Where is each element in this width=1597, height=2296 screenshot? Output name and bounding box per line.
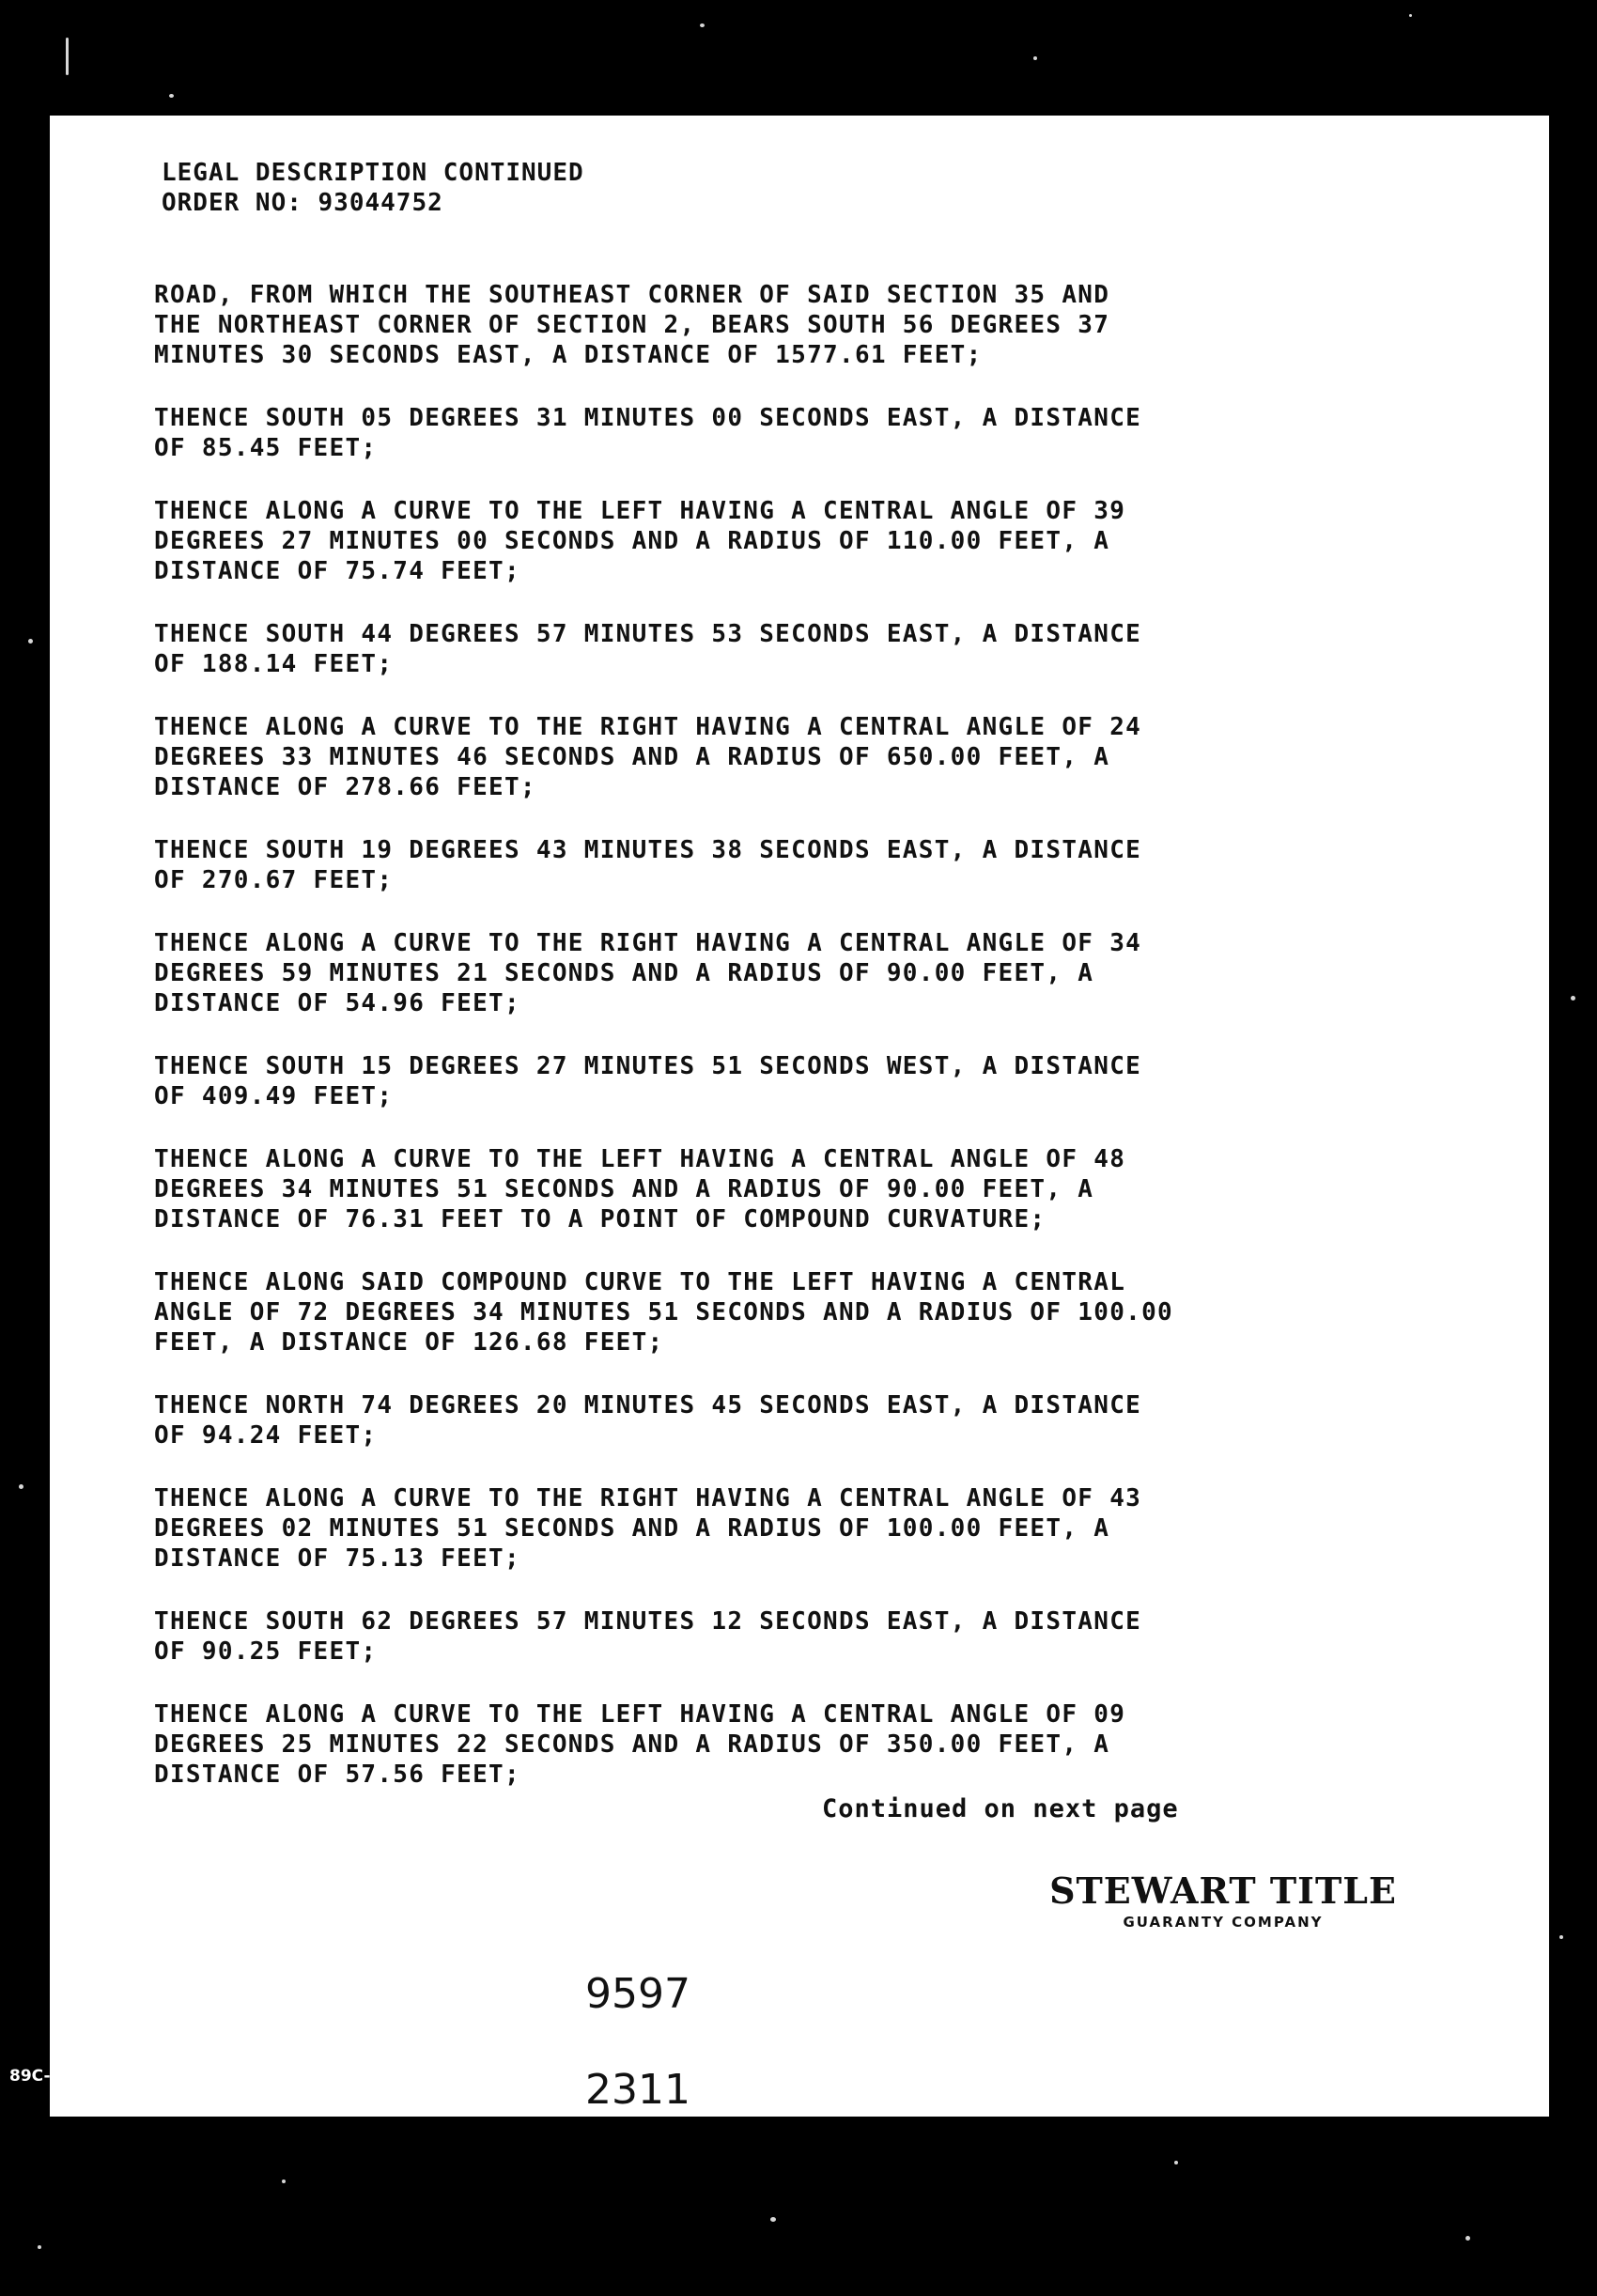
text-line: DEGREES 27 MINUTES 00 SECONDS AND A RADIUS OF 110.00 FEET, A	[154, 527, 1110, 555]
paragraph	[154, 1267, 1375, 1357]
text-line: THENCE NORTH 74 DEGREES 20 MINUTES 45 SECONDS EAST, A DISTANCE	[154, 1391, 1142, 1419]
text-line: OF 409.49 FEET;	[154, 1082, 394, 1110]
scan-speck	[28, 639, 33, 644]
paragraph	[154, 1606, 1375, 1667]
document-header	[162, 158, 584, 218]
text-line: DISTANCE OF 54.96 FEET;	[154, 989, 520, 1017]
continued-note: Continued on next page	[822, 1794, 1179, 1823]
text-line: FEET, A DISTANCE OF 126.68 FEET;	[154, 1328, 664, 1357]
paragraph	[154, 1699, 1375, 1790]
text-line: DEGREES 25 MINUTES 22 SECONDS AND A RADIUS OF 350.00 FEET, A	[154, 1730, 1110, 1759]
text-line: THENCE SOUTH 44 DEGREES 57 MINUTES 53 SECONDS EAST, A DISTANCE	[154, 620, 1142, 648]
text-line: THENCE SOUTH 19 DEGREES 43 MINUTES 38 SECONDS EAST, A DISTANCE	[154, 836, 1142, 864]
scan-speck	[1409, 14, 1412, 17]
text-line: DISTANCE OF 75.13 FEET;	[154, 1544, 520, 1573]
text-line: OF 85.45 FEET;	[154, 434, 378, 462]
text-line: THENCE ALONG A CURVE TO THE RIGHT HAVING A CENTRAL ANGLE OF 34	[154, 929, 1142, 957]
paragraph	[154, 928, 1375, 1018]
paragraph	[154, 712, 1375, 802]
text-line: THENCE ALONG A CURVE TO THE LEFT HAVING A CENTRAL ANGLE OF 48	[154, 1145, 1126, 1173]
logo-subtitle: GUARANTY COMPANY	[1123, 1914, 1324, 1931]
form-code: 89C-1	[9, 2067, 62, 2086]
text-line: THENCE ALONG SAID COMPOUND CURVE TO THE LEFT HAVING A CENTRAL	[154, 1268, 1126, 1296]
legal-description-body	[154, 280, 1375, 1823]
text-line: OF 270.67 FEET;	[154, 866, 394, 894]
paragraph	[154, 1483, 1375, 1574]
text-line: ANGLE OF 72 DEGREES 34 MINUTES 51 SECONDS AND A RADIUS OF 100.00	[154, 1298, 1174, 1326]
scan-speck	[770, 2217, 776, 2222]
text-line: OF 90.25 FEET;	[154, 1637, 378, 1666]
scan-speck	[1559, 1935, 1563, 1939]
text-line: ROAD, FROM WHICH THE SOUTHEAST CORNER OF SAID SECTION 35 AND	[154, 281, 1110, 309]
text-line: DEGREES 34 MINUTES 51 SECONDS AND A RADIUS OF 90.00 FEET, A	[154, 1175, 1094, 1203]
scan-speck	[66, 38, 69, 75]
text-line: DISTANCE OF 75.74 FEET;	[154, 557, 520, 585]
paragraph	[154, 619, 1375, 679]
text-line: DISTANCE OF 76.31 FEET TO A POINT OF COMPOUND CURVATURE;	[154, 1205, 1047, 1233]
scan-speck	[1571, 996, 1575, 1001]
text-line: MINUTES 30 SECONDS EAST, A DISTANCE OF 1577.61 FEET;	[154, 341, 983, 369]
text-line: THE NORTHEAST CORNER OF SECTION 2, BEARS SOUTH 56 DEGREES 37	[154, 311, 1110, 339]
text-line: THENCE ALONG A CURVE TO THE LEFT HAVING A CENTRAL ANGLE OF 39	[154, 497, 1126, 525]
text-line: DEGREES 59 MINUTES 21 SECONDS AND A RADIUS OF 90.00 FEET, A	[154, 959, 1094, 987]
document-title: LEGAL DESCRIPTION CONTINUED	[162, 159, 584, 187]
text-line: THENCE ALONG A CURVE TO THE RIGHT HAVING A CENTRAL ANGLE OF 43	[154, 1484, 1142, 1513]
text-line: THENCE SOUTH 62 DEGREES 57 MINUTES 12 SECONDS EAST, A DISTANCE	[154, 1607, 1142, 1636]
company-logo	[1035, 1869, 1411, 1931]
order-number: ORDER NO: 93044752	[162, 189, 443, 217]
recording-stamp	[559, 1922, 690, 2114]
paragraph	[154, 280, 1375, 370]
stamp-page-number: 2311	[584, 2066, 690, 2114]
text-line: DEGREES 02 MINUTES 51 SECONDS AND A RADIUS OF 100.00 FEET, A	[154, 1514, 1110, 1543]
scan-speck	[1174, 2161, 1178, 2164]
paragraph	[154, 1144, 1375, 1234]
scan-speck	[700, 23, 705, 27]
paragraph	[154, 496, 1375, 586]
text-line: THENCE SOUTH 05 DEGREES 31 MINUTES 00 SECONDS EAST, A DISTANCE	[154, 404, 1142, 432]
scan-speck	[169, 94, 174, 98]
text-line: THENCE ALONG A CURVE TO THE LEFT HAVING A CENTRAL ANGLE OF 09	[154, 1700, 1126, 1729]
text-line: DISTANCE OF 57.56 FEET;	[154, 1761, 520, 1789]
text-line: OF 188.14 FEET;	[154, 650, 394, 678]
scan-speck	[1033, 56, 1037, 60]
scan-speck	[282, 2180, 286, 2183]
scan-speck	[19, 1484, 23, 1489]
text-line: OF 94.24 FEET;	[154, 1421, 378, 1450]
paragraph	[154, 835, 1375, 895]
scan-speck	[38, 2245, 41, 2249]
stamp-book-number: 9597	[584, 1970, 690, 2018]
text-line: THENCE SOUTH 15 DEGREES 27 MINUTES 51 SECONDS WEST, A DISTANCE	[154, 1052, 1142, 1080]
text-line: DEGREES 33 MINUTES 46 SECONDS AND A RADIUS OF 650.00 FEET, A	[154, 743, 1110, 771]
paragraph	[154, 1051, 1375, 1111]
text-line: DISTANCE OF 278.66 FEET;	[154, 773, 536, 801]
paragraph	[154, 1390, 1375, 1451]
text-line: THENCE ALONG A CURVE TO THE RIGHT HAVING A CENTRAL ANGLE OF 24	[154, 713, 1142, 741]
logo-name: STEWART TITLE	[1049, 1869, 1397, 1912]
scan-speck	[1465, 2236, 1470, 2241]
paragraph	[154, 403, 1375, 463]
